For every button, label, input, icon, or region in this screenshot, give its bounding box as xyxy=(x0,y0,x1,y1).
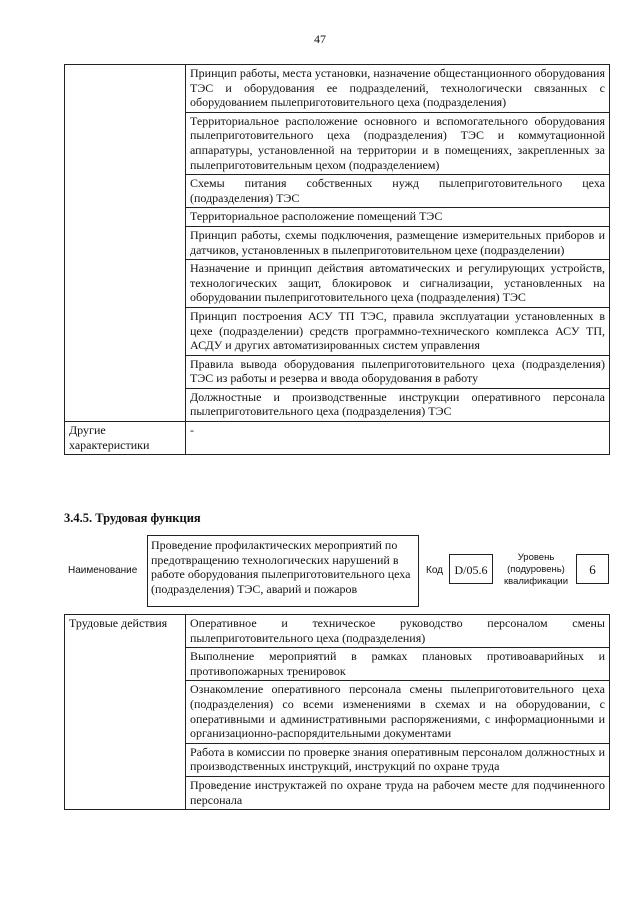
name-label: Наименование xyxy=(68,565,138,576)
row-label-cell xyxy=(65,65,186,422)
other-characteristics-label: Другие характеристики xyxy=(65,422,186,455)
function-name-box: Проведение профилактических мероприятий по предотвращению технологических нарушений в работе оборудования пылеприготовительного цеха (подразделения) ТЭС, аварий и пожаров xyxy=(147,535,419,607)
page-number: 47 xyxy=(314,32,326,46)
other-characteristics-value: - xyxy=(186,422,610,455)
table-cell: Проведение инструктажей по охране труда на рабочем месте для подчиненного персонала xyxy=(186,776,610,809)
section-heading: 3.4.5. Трудовая функция xyxy=(64,511,201,525)
table-cell: Схемы питания собственных нужд пылеприготовительного цеха (подразделения) ТЭС xyxy=(186,175,610,208)
table-cell: Принцип работы, места установки, назначение общестанционного оборудования ТЭС и оборудования ее подразделений, технологически связанных с оборудованием пылеприготовительного цеха (подразделения) xyxy=(186,65,610,113)
level-value-box: 6 xyxy=(576,554,609,584)
code-label: Код xyxy=(426,565,444,576)
labor-actions-label: Трудовые действия xyxy=(65,615,186,810)
table-row xyxy=(65,615,610,648)
table-cell: Выполнение мероприятий в рамках плановых противоаварийных и противопожарных тренировок xyxy=(186,648,610,681)
table-row xyxy=(65,422,610,455)
table-cell: Назначение и принцип действия автоматических и регулирующих устройств, технологических защит, блокировок и сигнализации, установленных на оборудовании пылеприготовительного цеха (подразделения) ТЭС xyxy=(186,260,610,308)
code-value-box: D/05.6 xyxy=(449,554,493,584)
table-cell: Территориальное расположение основного и вспомогательного оборудования пылеприготовительного цеха (подразделения) ТЭС и коммутационной аппаратуры, установленной на территории и в помещениях, закрепленных за пылеприготовительным цехом (подразделением) xyxy=(186,112,610,174)
table-cell: Должностные и производственные инструкции оперативного персонала пылеприготовительного цеха (подразделения) ТЭС xyxy=(186,388,610,421)
table-cell: Ознакомление оперативного персонала смены пылеприготовительного цеха (подразделения) со всеми изменениями в схемах и на оборудовании, с оперативными и административными распоряжениями, с информационными и организационно-распорядительными документами xyxy=(186,681,610,743)
knowledge-table xyxy=(64,64,610,455)
table-cell: Территориальное расположение помещений ТЭС xyxy=(186,208,610,227)
table-cell: Правила вывода оборудования пылеприготовительного цеха (подразделения) ТЭС из работы и резерва и ввода оборудования в работу xyxy=(186,355,610,388)
level-label: Уровень (подуровень) квалификации xyxy=(503,552,569,587)
table-cell: Оперативное и техническое руководство персоналом смены пылеприготовительного цеха (подразделения) xyxy=(186,615,610,648)
labor-actions-table xyxy=(64,614,610,810)
table-cell: Работа в комиссии по проверке знания оперативным персоналом должностных и производственных инструкций, инструкций по охране труда xyxy=(186,743,610,776)
table-cell: Принцип работы, схемы подключения, размещение измерительных приборов и датчиков, установленных в пылеприготовительном цехе (подразделении) xyxy=(186,226,610,259)
table-row xyxy=(65,65,610,113)
table-cell: Принцип построения АСУ ТП ТЭС, правила эксплуатации установленных в цехе (подразделении) средств программно-технического комплекса АСУ ТП, АСДУ и других автоматизированных систем управления xyxy=(186,307,610,355)
